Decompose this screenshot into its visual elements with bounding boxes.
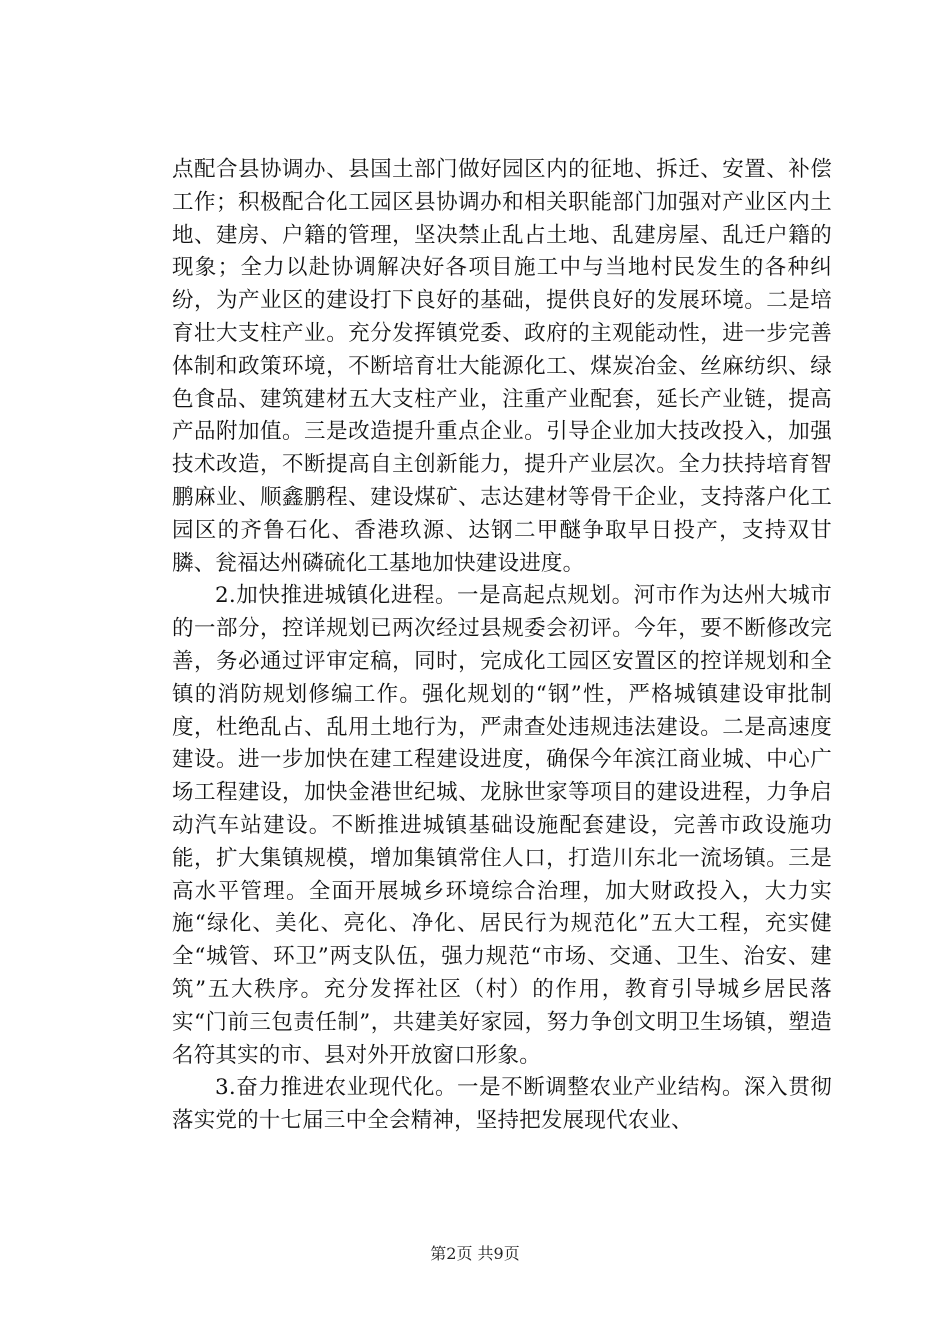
page-footer: 第2页 共9页: [430, 1244, 520, 1263]
document-body: [172, 154, 832, 1138]
paragraph-1: 点配合县协调办、县国土部门做好园区内的征地、拆迁、安置、补偿工作；积极配合化工园区县协调办和相关职能部门加强对产业区内土地、建房、户籍的管理，坚决禁止乱占土地、乱建房屋、乱迁户籍的现象；全力以赴协调解决好各项目施工中与当地村民发生的各种纠纷，为产业区的建设打下良好的基础，提供良好的发展环境。二是培育壮大支柱产业。充分发挥镇党委、政府的主观能动性，进一步完善体制和政策环境，不断培育壮大能源化工、煤炭冶金、丝麻纺织、绿色食品、建筑建材五大支柱产业，注重产业配套，延长产业链，提高产品附加值。三是改造提升重点企业。引导企业加大技改投入，加强技术改造，不断提高自主创新能力，提升产业层次。全力扶持培育智鹏麻业、顺鑫鹏程、建设煤矿、志达建材等骨干企业，支持落户化工园区的齐鲁石化、香港玖源、达钢二甲醚争取早日投产，支持双甘膦、瓮福达州磷硫化工基地加快建设进度。: [172, 157, 832, 576]
paragraph-3: 3.奋力推进农业现代化。一是不断调整农业产业结构。深入贯彻落实党的十七届三中全会精神，坚持把发展现代农业、: [172, 1075, 832, 1134]
paragraph-2: 2.加快推进城镇化进程。一是高起点规划。河市作为达州大城市的一部分，控详规划已两次经过县规委会初评。今年，要不断修改完善，务必通过评审定稿，同时，完成化工园区安置区的控详规划和全镇的消防规划修编工作。强化规划的“钢”性，严格城镇建设审批制度，杜绝乱占、乱用土地行为，严肃查处违规违法建设。二是高速度建设。进一步加快在建工程建设进度，确保今年滨江商业城、中心广场工程建设，加快金港世纪城、龙脉世家等项目的建设进程，力争启动汽车站建设。不断推进城镇基础设施配套建设，完善市政设施功能，扩大集镇规模，增加集镇常住人口，打造川东北一流场镇。三是高水平管理。全面开展城乡环境综合治理，加大财政投入，大力实施“绿化、美化、亮化、净化、居民行为规范化”五大工程，充实健全“城管、环卫”两支队伍，强力规范“市场、交通、卫生、治安、建筑”五大秩序。充分发挥社区（村）的作用，教育引导城乡居民落实“门前三包责任制”，共建美好家园，努力争创文明卫生场镇，塑造名符其实的市、县对外开放窗口形象。: [172, 583, 832, 1068]
